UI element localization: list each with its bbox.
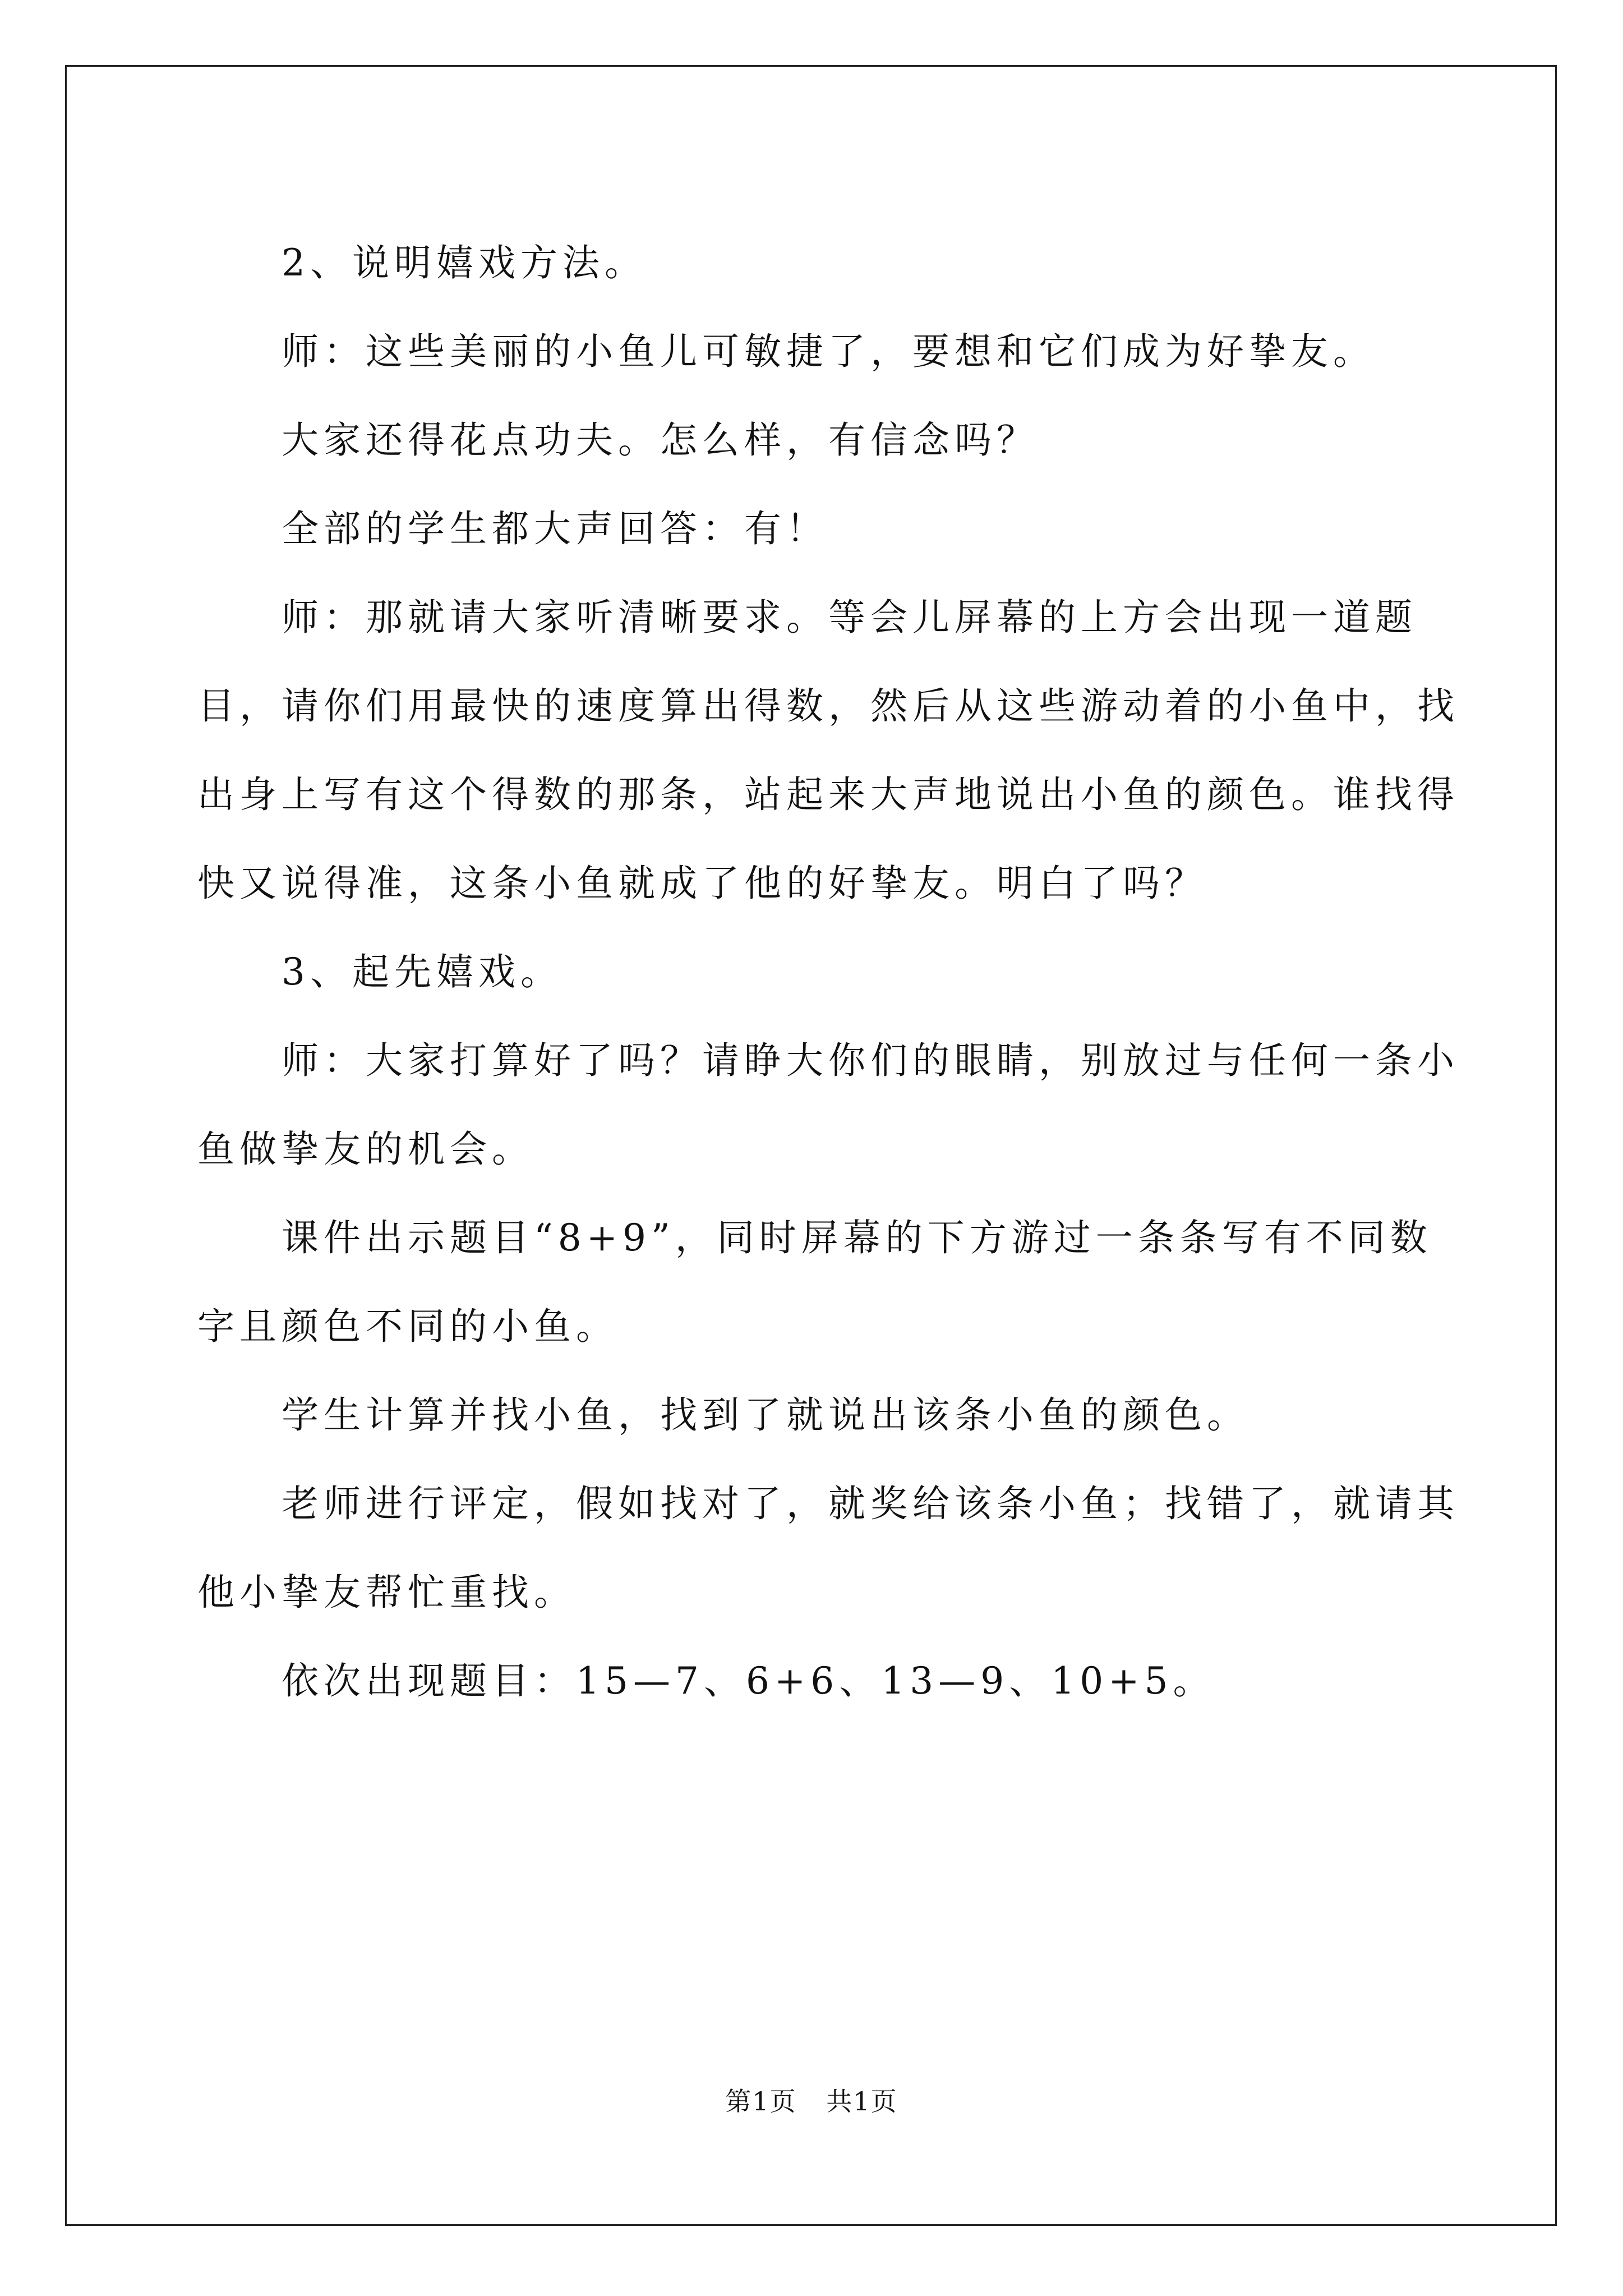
paragraph: 大家还得花点功夫。怎么样，有信念吗？ (282, 418, 1039, 462)
paragraph: 老师进行评定，假如找对了，就奖给该条小鱼；找错了，就请其他小挚友帮忙重找。 (197, 1482, 1459, 1614)
paragraph: 学生计算并找小鱼，找到了就说出该条小鱼的颜色。 (282, 1393, 1249, 1437)
paragraph: 师：那就请大家听清晰要求。等会儿屏幕的上方会出现一道题目，请你们用最快的速度算出得数，然后从这些游动着的小鱼中，找出身上写有这个得数的那条，站起来大声地说出小鱼的颜色。谁找得快又说得准，这条小鱼就成了他的好挚友。明白了吗？ (197, 596, 1459, 905)
document-body (197, 219, 1459, 1726)
page-total: 共1页 (826, 2086, 898, 2116)
paragraph: 依次出现题目：15—7、6+6、13—9、10+5。 (282, 1659, 1215, 1703)
page-footer (0, 2081, 1623, 2118)
paragraph: 师：这些美丽的小鱼儿可敏捷了，要想和它们成为好挚友。 (282, 330, 1375, 373)
paragraph: 全部的学生都大声回答：有！ (282, 507, 828, 550)
paragraph: 课件出示题目“8+9”，同时屏幕的下方游过一条条写有不同数字且颜色不同的小鱼。 (197, 1216, 1432, 1348)
paragraph: 师：大家打算好了吗？请睁大你们的眼睛，别放过与任何一条小鱼做挚友的机会。 (197, 1039, 1459, 1171)
paragraph: 3、起先嬉戏。 (282, 950, 562, 993)
paragraph: 2、说明嬉戏方法。 (282, 241, 647, 284)
page-number: 第1页 (725, 2086, 797, 2116)
